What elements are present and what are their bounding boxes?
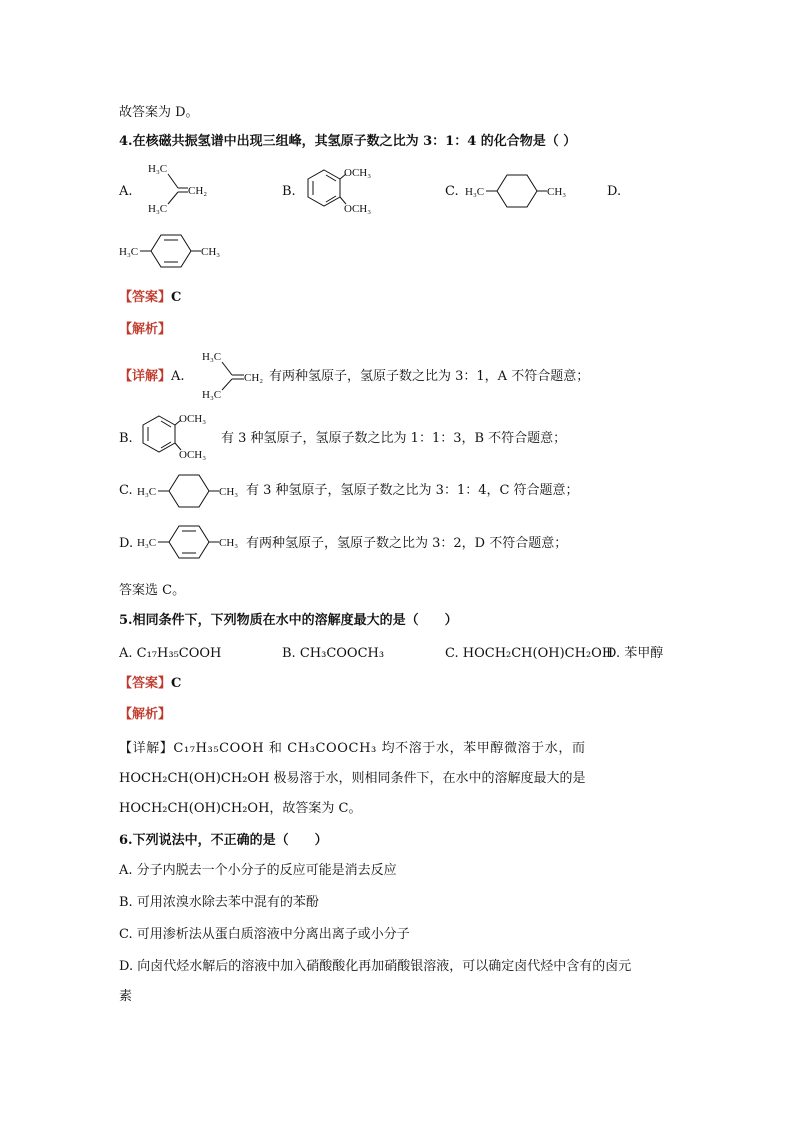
q6-option-d-line1: D. 向卤代烃水解后的溶液中加入硝酸酸化再加硝酸银溶液，可以确定卤代烃中含有的卤元 <box>119 959 632 974</box>
q5-detail-line3: HOCH₂CH(OH)CH₂OH，故答案为 C。 <box>119 801 362 816</box>
q4-detail-d-prefix: D. <box>119 536 134 551</box>
q4-option-b-label: B. <box>282 184 296 199</box>
svg-text:H₃C: H₃C <box>137 486 157 498</box>
q4-detail-d-structure <box>137 522 257 562</box>
q4-answer <box>119 289 181 307</box>
q4-option-d-structure <box>119 232 239 272</box>
q4-detail-b-text: 有 3 种氢原子，氢原子数之比为 1：1：3，B 不符合题意； <box>221 431 567 446</box>
svg-text:CH₂: CH₂ <box>244 372 264 384</box>
svg-text:OCH₃: OCH₃ <box>179 413 207 425</box>
q6-stem: 6.下列说法中，不正确的是（ ） <box>119 833 328 848</box>
q6-option-d-line2: 素 <box>119 989 133 1004</box>
struct-a-h3c-bottom: H₃C <box>148 203 168 215</box>
q5-option-b: B. CH₃COOCH₃ <box>282 646 385 661</box>
q4-detail-label: 【详解】 <box>119 369 172 384</box>
struct-c-ch3: CH₃ <box>547 186 567 198</box>
q4-option-c-structure <box>465 170 585 210</box>
svg-text:H₃C: H₃C <box>202 351 222 363</box>
q4-detail-b-structure <box>135 408 225 468</box>
q5-detail-line2: HOCH₂CH(OH)CH₂OH 极易溶于水，则相同条件下，在水中的溶解度最大的是 <box>119 771 586 786</box>
q6-option-c: C. 可用渗析法从蛋白质溶液中分离出离子或小分子 <box>119 927 410 942</box>
struct-b-och3-top: OCH₃ <box>344 167 372 179</box>
q5-stem: 5.相同条件下，下列物质在水中的溶解度最大的是（ ） <box>119 613 458 628</box>
q4-option-c-label: C. <box>445 184 459 199</box>
q4-detail-a-structure <box>198 348 278 408</box>
q6-option-a: A. 分子内脱去一个小分子的反应可能是消去反应 <box>119 863 397 878</box>
svg-text:OCH₃: OCH₃ <box>179 449 207 461</box>
q4-detail-a-text: 有两种氢原子，氢原子数之比为 3：1，A 不符合题意； <box>269 369 590 384</box>
q5-detail-line1: 【详解】C₁₇H₃₅COOH 和 CH₃COOCH₃ 均不溶于水，苯甲醇微溶于水，而 <box>119 741 586 756</box>
struct-c-h3c: H₃C <box>465 186 485 198</box>
svg-text:H₃C: H₃C <box>202 389 222 401</box>
struct-b-och3-bottom: OCH₃ <box>344 203 372 215</box>
q5-answer <box>119 675 181 693</box>
svg-text:CH₃: CH₃ <box>219 486 239 498</box>
q4-option-a-label: A. <box>119 184 133 199</box>
q4-detail-c-text: 有 3 种氢原子，氢原子数之比为 3：1：4，C 符合题意； <box>246 483 579 498</box>
q4-option-a-structure <box>140 160 220 220</box>
q4-detail-a-prefix: A. <box>171 369 185 384</box>
q4-conclusion: 答案选 C。 <box>119 583 186 598</box>
svg-text:CH₃: CH₃ <box>219 537 239 549</box>
q5-analysis-label: 【解析】 <box>119 707 172 722</box>
q4-detail-b-prefix: B. <box>119 431 133 446</box>
q4-answer-value: C <box>171 290 182 305</box>
q4-stem: 4.在核磁共振氢谱中出现三组峰，其氢原子数之比为 3：1：4 的化合物是（ ） <box>119 134 577 149</box>
struct-d-h3c: H₃C <box>119 246 139 258</box>
intro-answer: 故答案为 D。 <box>119 105 199 120</box>
q4-option-b-structure <box>300 162 390 222</box>
q6-option-b: B. 可用浓溴水除去苯中混有的苯酚 <box>119 895 319 910</box>
q4-detail-a-row <box>119 368 185 386</box>
struct-a-h3c-top: H₃C <box>148 163 168 175</box>
q5-option-c: C. HOCH₂CH(OH)CH₂OH <box>445 646 614 661</box>
q5-option-a: A. C₁₇H₃₅COOH <box>119 646 222 661</box>
q4-detail-d-text: 有两种氢原子，氢原子数之比为 3：2，D 不符合题意； <box>246 536 568 551</box>
q4-detail-c-structure <box>137 470 257 510</box>
struct-d-ch3: CH₃ <box>201 246 221 258</box>
struct-a-ch2: CH₂ <box>188 185 208 197</box>
svg-text:H₃C: H₃C <box>137 537 157 549</box>
q4-detail-c-prefix: C. <box>119 483 133 498</box>
q4-option-d-label: D. <box>607 184 622 199</box>
q5-answer-value: C <box>171 676 182 691</box>
q5-answer-label: 【答案】 <box>119 676 172 691</box>
q4-analysis-label: 【解析】 <box>119 322 172 337</box>
q4-answer-label: 【答案】 <box>119 290 172 305</box>
q5-option-d: D. 苯甲醇 <box>606 646 664 661</box>
